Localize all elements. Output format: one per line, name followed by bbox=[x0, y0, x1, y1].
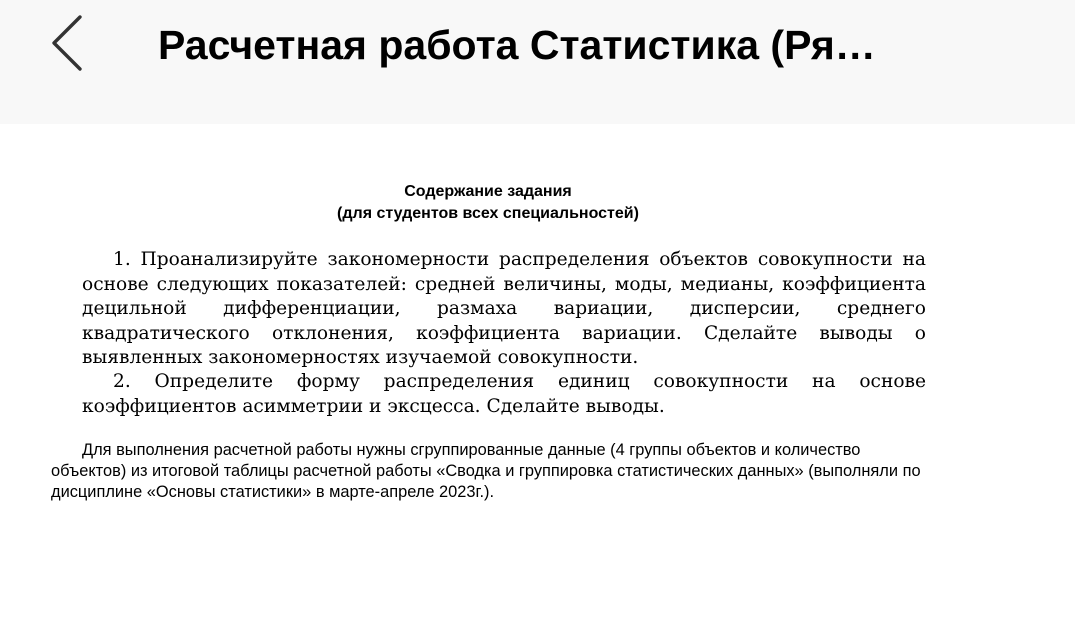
instruction-note: Для выполнения расчетной работы нужны сгруппированные данные (4 группы объектов и количество объектов) из итоговой таблицы расчетной работы «Сводка и группировка статистических данных» (выполняли по дисциплине «Основы статистики» в марте-апреле 2023г.). bbox=[51, 441, 921, 501]
task-item-2: 2. Определите форму распределения единиц совокупности на основе коэффициентов асимметрии и эксцесса. Сделайте выводы. bbox=[82, 371, 926, 417]
document-heading: Содержание задания bbox=[404, 183, 572, 200]
header-bar bbox=[0, 0, 1075, 124]
back-button[interactable] bbox=[44, 12, 94, 76]
chevron-left-icon bbox=[44, 12, 94, 76]
document-subheading: (для студентов всех специальностей) bbox=[337, 205, 639, 222]
page-title: Расчетная работа Статистика (Ря… bbox=[158, 22, 876, 68]
task-item-1: 1. Проанализируйте закономерности распределения объектов совокупности на основе следующих показателей: средней величины, моды, медианы, коэффициента децильной дифференциации, размаха вариации, дисперсии, среднего квадратического отклонения, коэффициента вариации. Сделайте выводы о выявленных закономерностях изучаемой совокупности. bbox=[82, 249, 926, 368]
document-page bbox=[0, 124, 1075, 625]
